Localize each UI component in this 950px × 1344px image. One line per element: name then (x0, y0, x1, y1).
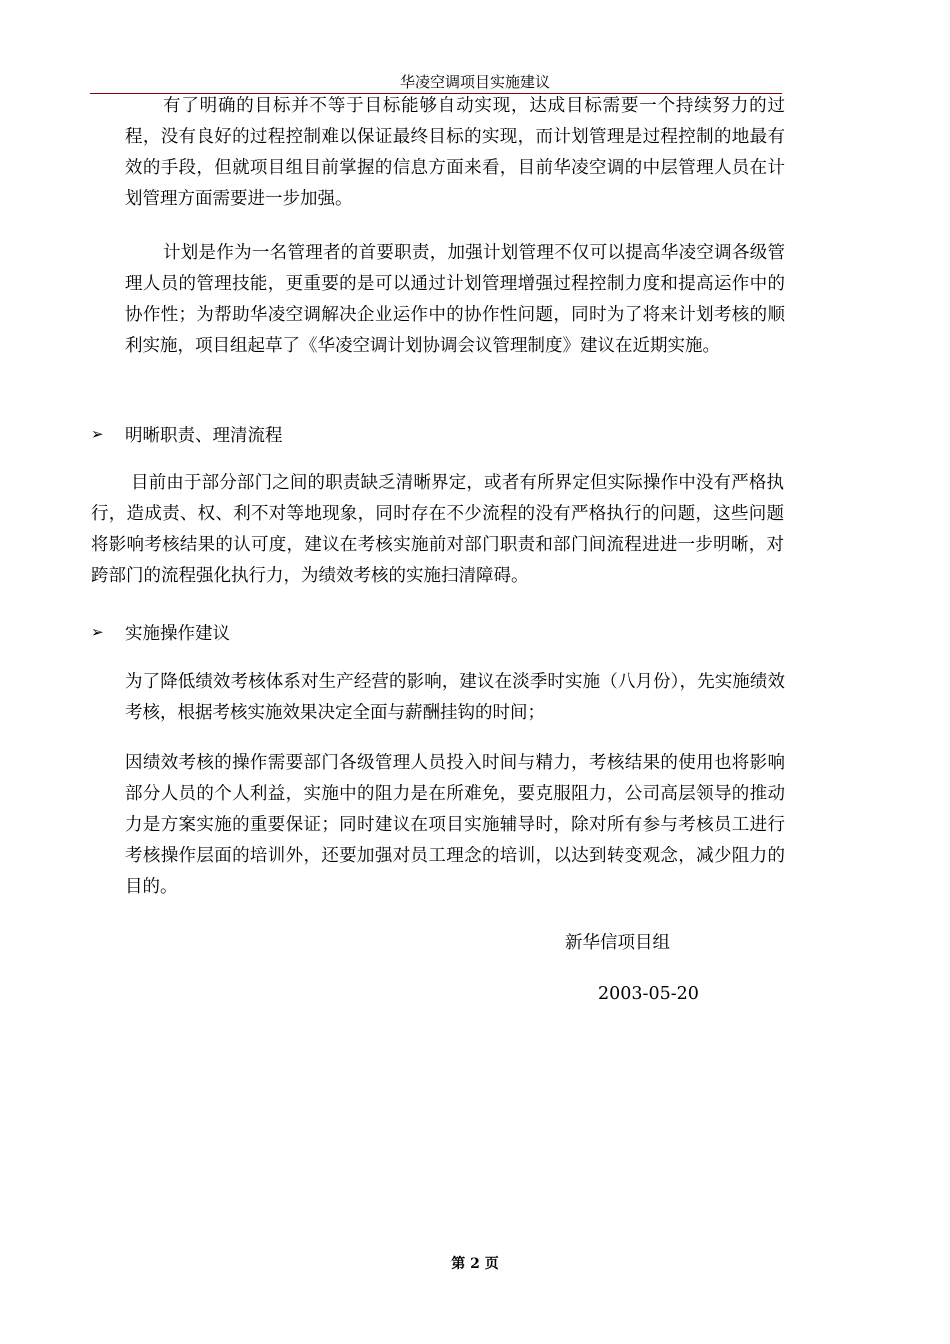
arrowhead-bullet-icon: ➢ (91, 623, 104, 641)
section-heading-label: 实施操作建议 (125, 623, 230, 644)
section-heading-clarify-duties (91, 420, 283, 448)
signature-date: 2003-05-20 (598, 984, 699, 1004)
paragraph-planning-duty: 计划是作为一名管理者的首要职责，加强计划管理不仅可以提高华凌空调各级管理人员的管理技能，更重要的是可以通过计划管理增强过程控制力度和提高运作中的协作性；为帮助华凌空调解决企业运作中的协作性问题，同时为了将来计划考核的顺利实施，项目组起草了《华凌空调计划协调会议管理制度》建议在近期实施。 (125, 243, 785, 356)
paragraph-resistance: 因绩效考核的操作需要部门各级管理人员投入时间与精力，考核结果的使用也将影响部分人员的个人利益，实施中的阻力是在所难免，要克服阻力，公司高层领导的推动力是方案实施的重要保证；同时建议在项目实施辅导时，除对所有参与考核员工进行考核操作层面的培训外，还要加强对员工理念的培训，以达到转变观念，减少阻力的目的。 (125, 753, 785, 897)
paragraph-duties-process: 目前由于部分部门之间的职责缺乏清晰界定，或者有所界定但实际操作中没有严格执行，造成责、权、利不对等地现象，同时存在不少流程的没有严格执行的问题，这些问题将影响考核结果的认可度，建议在考核实施前对部门职责和部门间流程进进一步明晰，对跨部门的流程强化执行力，为绩效考核的实施扫清障碍。 (91, 473, 784, 586)
section-heading-implementation (91, 618, 230, 646)
page-number: 第 2 页 (451, 1256, 499, 1272)
signature-organization: 新华信项目组 (565, 933, 670, 953)
paragraph-goal-process: 有了明确的目标并不等于目标能够自动实现，达成目标需要一个持续努力的过程，没有良好的过程控制难以保证最终目标的实现，而计划管理是过程控制的地最有效的手段，但就项目组目前掌握的信息方面来看，目前华凌空调的中层管理人员在计划管理方面需要进一步加强。 (125, 96, 785, 209)
arrowhead-bullet-icon: ➢ (91, 425, 104, 443)
section-heading-label: 明晰职责、理清流程 (125, 425, 283, 446)
page-header-title: 华凌空调项目实施建议 (399, 73, 550, 91)
paragraph-timing: 为了降低绩效考核体系对生产经营的影响，建议在淡季时实施（八月份），先实施绩效考核，根据考核实施效果决定全面与薪酬挂钩的时间； (125, 672, 785, 723)
